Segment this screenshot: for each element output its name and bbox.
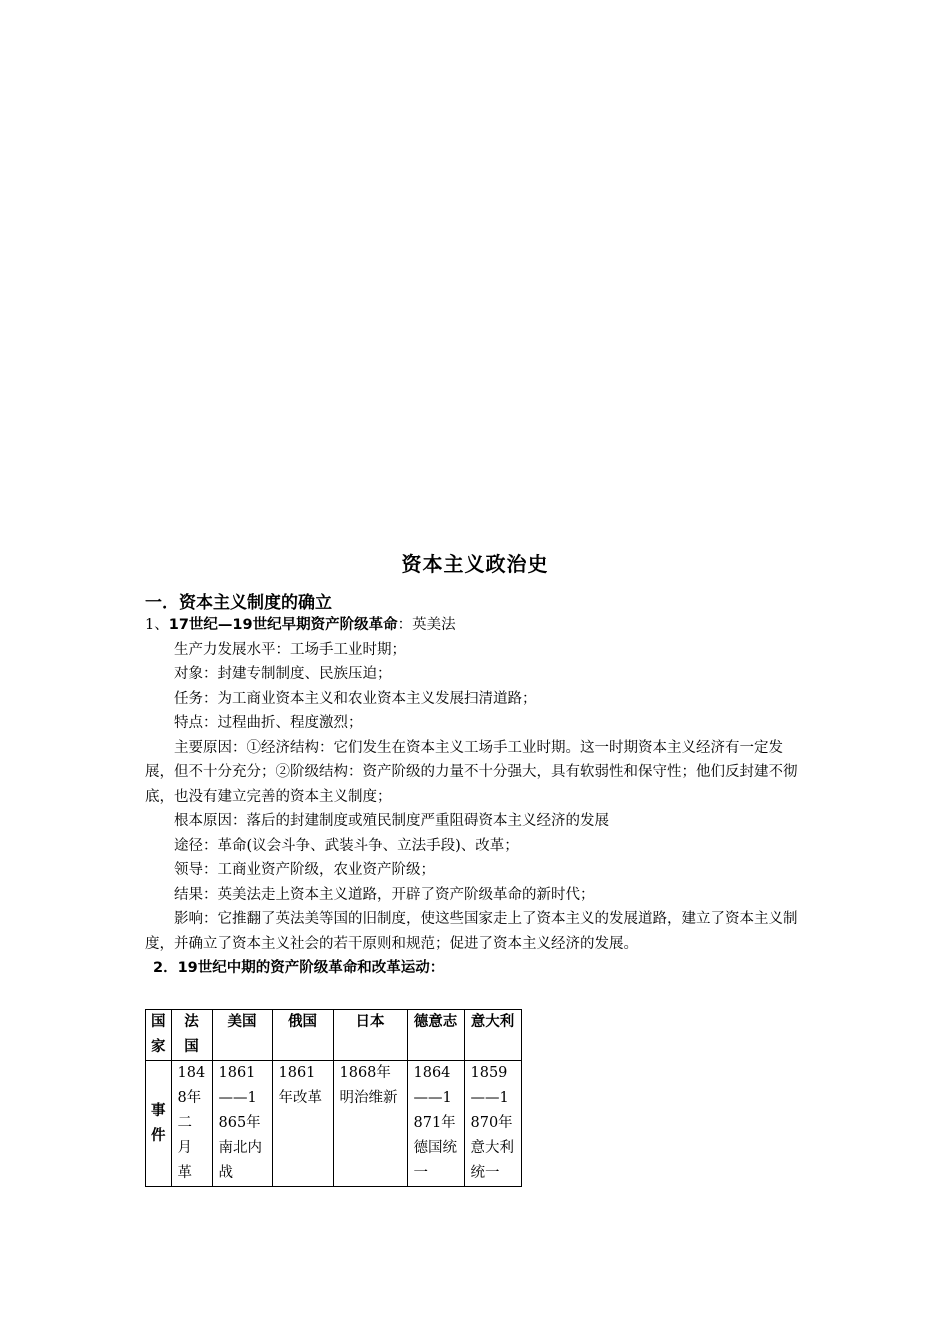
paragraph: 生产力发展水平：工场手工业时期； bbox=[174, 641, 406, 658]
table-cell: 1864——1871年德国统一 bbox=[407, 1061, 464, 1187]
paragraph: 特点：过程曲折、程度激烈； bbox=[174, 715, 363, 731]
paragraph: 影响：它推翻了英法美等国的旧制度，使这些国家走上了资本主义的发展道路，建立了资本主义制度，并确立了资本主义社会的若干原则和规范；促进了资本主义经济的发展。 bbox=[145, 911, 798, 952]
table-header-cell: 俄国 bbox=[272, 1010, 333, 1061]
paragraph: 领导：工商业资产阶级，农业资产阶级； bbox=[174, 862, 435, 878]
item-number: 1、 bbox=[145, 617, 169, 633]
section-heading-2: 2．19世纪中期的资产阶级革命和改革运动： bbox=[153, 960, 445, 976]
paragraph: 根本原因：落后的封建制度或殖民制度严重阻碍资本主义经济的发展 bbox=[174, 813, 609, 829]
paragraph: 途径：革命(议会斗争、武装斗争、立法手段)、改革； bbox=[174, 837, 519, 854]
table-header-cell: 法国 bbox=[171, 1010, 212, 1061]
table-header-cell: 美国 bbox=[212, 1010, 272, 1061]
document-body bbox=[145, 613, 810, 981]
section-heading-1: 一．资本主义制度的确立 bbox=[145, 593, 332, 613]
paragraph: 主要原因：①经济结构：它们发生在资本主义工场手工业时期。这一时期资本主义经济有一定发展，但不十分充分；②阶级结构：资产阶级的力量不十分强大，具有软弱性和保守性；他们反封建不彻底，也没有建立完善的资本主义制度； bbox=[145, 739, 798, 805]
table-header-row bbox=[146, 1010, 522, 1061]
item-1-bold-text: 17世纪—19世纪早期资产阶级革命 bbox=[168, 617, 398, 633]
paragraph: 结果：英美法走上资本主义道路，开辟了资产阶级革命的新时代； bbox=[174, 886, 595, 903]
table-row-label: 事件 bbox=[146, 1061, 172, 1187]
table-cell: 1868年明治维新 bbox=[333, 1061, 407, 1187]
table-cell: 1861年改革 bbox=[272, 1061, 333, 1187]
table-header-cell: 德意志 bbox=[407, 1010, 464, 1061]
table-header-cell: 日本 bbox=[333, 1010, 407, 1061]
revolutions-table bbox=[145, 1009, 522, 1187]
document-title: 资本主义政治史 bbox=[401, 552, 549, 576]
item-1-heading bbox=[145, 613, 810, 638]
paragraph: 任务：为工商业资本主义和农业资本主义发展扫清道路； bbox=[174, 690, 537, 707]
table-cell: 1859——1870年意大利统一 bbox=[464, 1061, 521, 1187]
item-1-rest-text: ：英美法 bbox=[397, 617, 456, 633]
table-cell: 1861——1865年南北内战 bbox=[212, 1061, 272, 1187]
paragraph: 对象：封建专制制度、民族压迫； bbox=[174, 666, 392, 682]
table-header-cell: 国家 bbox=[146, 1010, 172, 1061]
table-row bbox=[146, 1061, 522, 1187]
table-header-cell: 意大利 bbox=[464, 1010, 521, 1061]
table-cell: 1848年二月革 bbox=[171, 1061, 212, 1187]
